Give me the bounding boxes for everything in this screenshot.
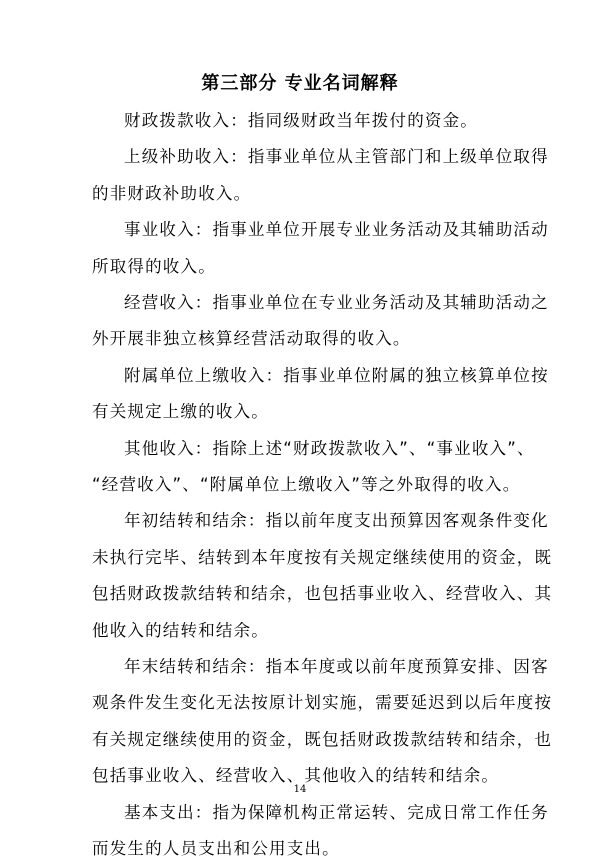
- paragraph-first-line: 财政拨款收入：指同级财政当年拨付的资金。: [124, 111, 478, 130]
- paragraph-line: 而发生的人员支出和公用支出。: [92, 839, 340, 858]
- page-number: 14: [293, 784, 307, 795]
- paragraph-line: 包括财政拨款结转和结余，也包括事业收入、经营收入、其: [92, 584, 553, 604]
- paragraph-first-line: 基本支出：指为保障机构正常运转、完成日常工作任务: [124, 802, 549, 822]
- paragraph-line: 有关规定上缴的收入。: [92, 402, 269, 422]
- paragraph-first-line: 事业收入：指事业单位开展专业业务活动及其辅助活动: [124, 220, 549, 240]
- paragraph-line: 包括事业收入、经营收入、其他收入的结转和结余。: [92, 766, 500, 786]
- paragraph-line: 有关规定继续使用的资金，既包括财政拨款结转和结余，也: [92, 729, 553, 749]
- paragraph-first-line: 年末结转和结余：指本年度或以前年度预算安排、因客: [124, 657, 549, 676]
- paragraph-first-line: 附属单位上缴收入：指事业单位附属的独立核算单位按: [124, 365, 549, 385]
- paragraph-line: 观条件发生变化无法按原计划实施，需要延迟到以后年度按: [92, 693, 553, 713]
- paragraph-line: 的非财政补助收入。: [92, 183, 252, 203]
- section-title: 第三部分 专业名词解释: [201, 73, 399, 94]
- paragraph-first-line: 经营收入：指事业单位在专业业务活动及其辅助活动之: [124, 293, 549, 312]
- paragraph-first-line: 年初结转和结余：指以前年度支出预算因客观条件变化: [124, 511, 549, 531]
- paragraph-line: 他收入的结转和结余。: [92, 620, 269, 640]
- paragraph-line: 所取得的收入。: [92, 256, 216, 276]
- paragraph-first-line: 上级补助收入：指事业单位从主管部门和上级单位取得: [124, 147, 549, 167]
- paragraph-first-line: 其他收入：指除上述“财政拨款收入”、“事业收入”、: [124, 438, 535, 458]
- paragraph-line: “经营收入”、“附属单位上缴收入”等之外取得的收入。: [92, 475, 521, 494]
- paragraph-line: 外开展非独立核算经营活动取得的收入。: [92, 329, 411, 349]
- paragraph-line: 未执行完毕、结转到本年度按有关规定继续使用的资金，既: [92, 547, 553, 567]
